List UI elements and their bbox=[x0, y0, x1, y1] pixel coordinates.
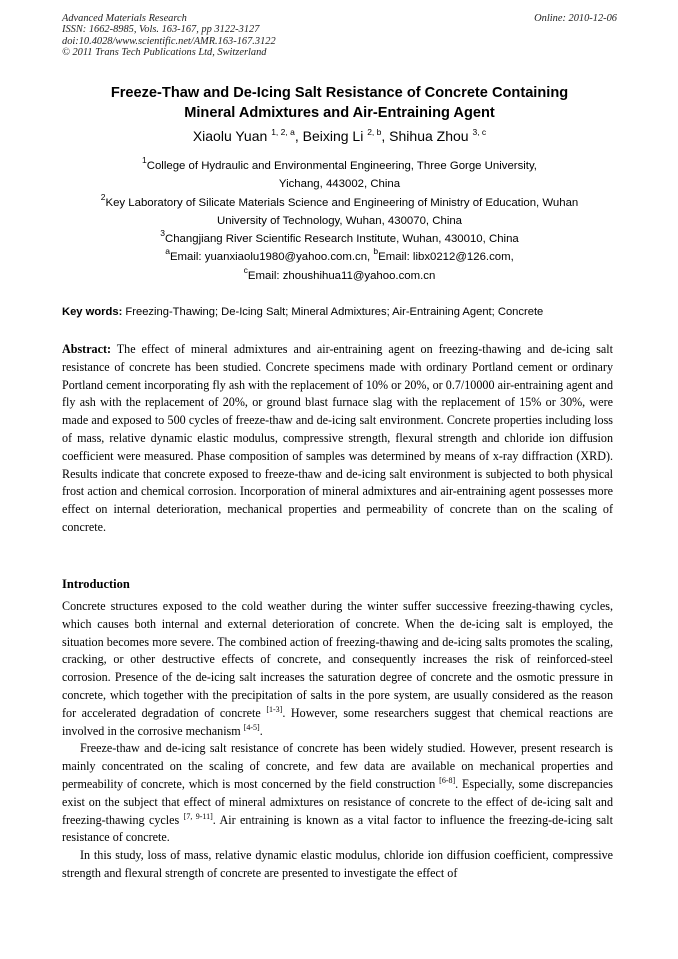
citation: [4-5] bbox=[243, 722, 260, 732]
affiliation-2-cont: University of Technology, Wuhan, 430070, China bbox=[216, 214, 463, 227]
affiliation-text: Changjiang River Scientific Research Institute, Wuhan, 430010, China bbox=[165, 233, 519, 246]
affiliation-2 bbox=[62, 191, 617, 212]
email-line-1 bbox=[62, 248, 617, 266]
email-a: Email: yuanxiaolu1980@yahoo.com.cn, bbox=[169, 251, 371, 264]
author-name: Beixing Li bbox=[302, 128, 364, 144]
journal-name: Advanced Materials Research bbox=[62, 13, 187, 24]
paragraph bbox=[62, 598, 613, 740]
introduction-heading: Introduction bbox=[62, 577, 130, 591]
author-list: Xiaolu Yuan $^{1, 2, a}$, Beixing Li $^{2, b}$, Shihua Zhou $^{3, c}$ bbox=[192, 127, 487, 144]
copyright-line: © 2011 Trans Tech Publications Ltd, Switzerland bbox=[62, 47, 267, 59]
abstract-label: Abstract: bbox=[62, 342, 112, 356]
abstract bbox=[62, 341, 613, 537]
paragraph-text: Concrete structures exposed to the cold weather during the winter suffer successive freezing-thawing cycles, which causes both internal and external deterioration of concrete. When the de-icing salt is employed, the situation becomes more severe. The combined action of freezing-thawing and de-icing salts promotes the scaling, cracking, or other destructive effects of concrete, and consequently increases the risk of reinforced-steel corrosion. Presence of the de-icing salt increases the saturation degree of concrete and the osmotic pressure in concrete, which together with the precipitation of salts in the pore system, are usually considered as the reason for accelerated degradation of concrete bbox=[62, 599, 613, 720]
keywords-label: Key words: bbox=[62, 306, 123, 318]
author-affiliation-marker: 1, 2, a bbox=[271, 127, 295, 137]
email-line-2 bbox=[62, 264, 617, 285]
author-affiliation-marker: 2, b bbox=[367, 127, 382, 137]
paragraph bbox=[62, 740, 613, 847]
affiliation-text: Key Laboratory of Silicate Materials Science and Engineering of Ministry of Education, Wuhan bbox=[105, 196, 579, 209]
affiliation-marker: 2 bbox=[100, 191, 106, 202]
citation: [7, 9-11] bbox=[183, 811, 213, 821]
affiliation-text: College of Hydraulic and Environmental Engineering, Three Gorge University, bbox=[146, 160, 537, 172]
doi-line: doi:10.4028/www.scientific.net/AMR.163-167.3122 bbox=[62, 35, 276, 47]
title-line-2: Mineral Admixtures and Air-Entraining Agent bbox=[184, 105, 495, 121]
paragraph-text: . However, some researchers suggest that chemical reactions are involved in the corrosive mechanism bbox=[62, 705, 613, 738]
affiliation-marker: 1 bbox=[142, 155, 147, 165]
email-marker: b bbox=[373, 246, 379, 257]
paragraph-text: Freeze-thaw and de-icing salt resistance of concrete has been widely studied. However, present research is mainly concentrated on the scaling of concrete, and few data are available on mechanical properties and permeability of concrete, which is most concerned by the field construction bbox=[62, 741, 613, 791]
paragraph-text: . bbox=[259, 723, 263, 738]
journal-header bbox=[62, 13, 617, 59]
citation: [6-8] bbox=[439, 775, 456, 785]
email-b: Email: libx0212@126.com, bbox=[378, 251, 514, 264]
abstract-text: The effect of mineral admixtures and air-entraining agent on freezing-thawing and de-icing salt resistance of concrete has been studied. Concrete specimens made with ordinary Portland cement or ordinary Portland cement incorporating fly ash with the replacement of 10% or 20%, or 0.7/10000 air-entraining agent and fly ash with the replacement of 20%, or ground blast furnace slag with the replacement of 15% or 30%, were made and exposed to 500 cycles of freeze-thaw and de-icing salt environment. Concrete properties including loss of mass, relative dynamic elastic modulus, compressive strength, flexural strength and chloride ion diffusion coefficient were measured. Phase composition of samples was determined by means of x-ray diffraction (XRD). Results indicate that concrete exposed to freeze-thaw and de-icing salt environment is subjected to both physical frost action and chemical corrosion. Incorporation of mineral admixtures and air-entraining agent possesses more effect on internal deterioration, mechanical properties and permeability of concrete than on the scaling of concrete. bbox=[62, 342, 613, 534]
affiliation-1 bbox=[62, 157, 617, 175]
paper-title bbox=[62, 83, 617, 123]
email-c: Email: zhoushihua11@yahoo.com.cn bbox=[247, 269, 436, 282]
email-marker: a bbox=[165, 246, 170, 257]
affiliation-1-cont: Yichang, 443002, China bbox=[278, 178, 401, 191]
keywords bbox=[62, 304, 617, 320]
paragraph-text: . Air entraining is known as a vital factor to influence the freezing-de-icing salt resistance of concrete. bbox=[62, 812, 613, 845]
affiliations bbox=[62, 157, 617, 285]
paragraph: In this study, loss of mass, relative dynamic elastic modulus, chloride ion diffusion coefficient, compressive strength and flexural strength of concrete are presented to investigate the effect of bbox=[62, 848, 613, 880]
author-name: Shihua Zhou bbox=[389, 128, 469, 144]
online-date: Online: 2010-12-06 bbox=[534, 13, 617, 24]
affiliation-3 bbox=[62, 230, 617, 248]
email-marker: c bbox=[243, 264, 248, 275]
affiliation-marker: 3 bbox=[160, 228, 165, 239]
title-line-1: Freeze-Thaw and De-Icing Salt Resistance of Concrete Containing bbox=[110, 85, 569, 101]
author-affiliation-marker: 3, c bbox=[472, 127, 487, 137]
citation: [1-3] bbox=[266, 704, 283, 714]
introduction-body bbox=[62, 598, 613, 883]
issn-line: ISSN: 1662-8985, Vols. 163-167, pp 3122-3127 bbox=[62, 24, 260, 36]
keywords-text: Freezing-Thawing; De-Icing Salt; Mineral Admixtures; Air-Entraining Agent; Concrete bbox=[125, 306, 544, 318]
author-name: Xiaolu Yuan bbox=[192, 128, 268, 144]
paragraph-text: . Especially, some discrepancies exist on the subject that effect of mineral admixtures on resistance of concrete to the effect of de-icing salt and freezing-thawing cycles bbox=[62, 776, 614, 827]
